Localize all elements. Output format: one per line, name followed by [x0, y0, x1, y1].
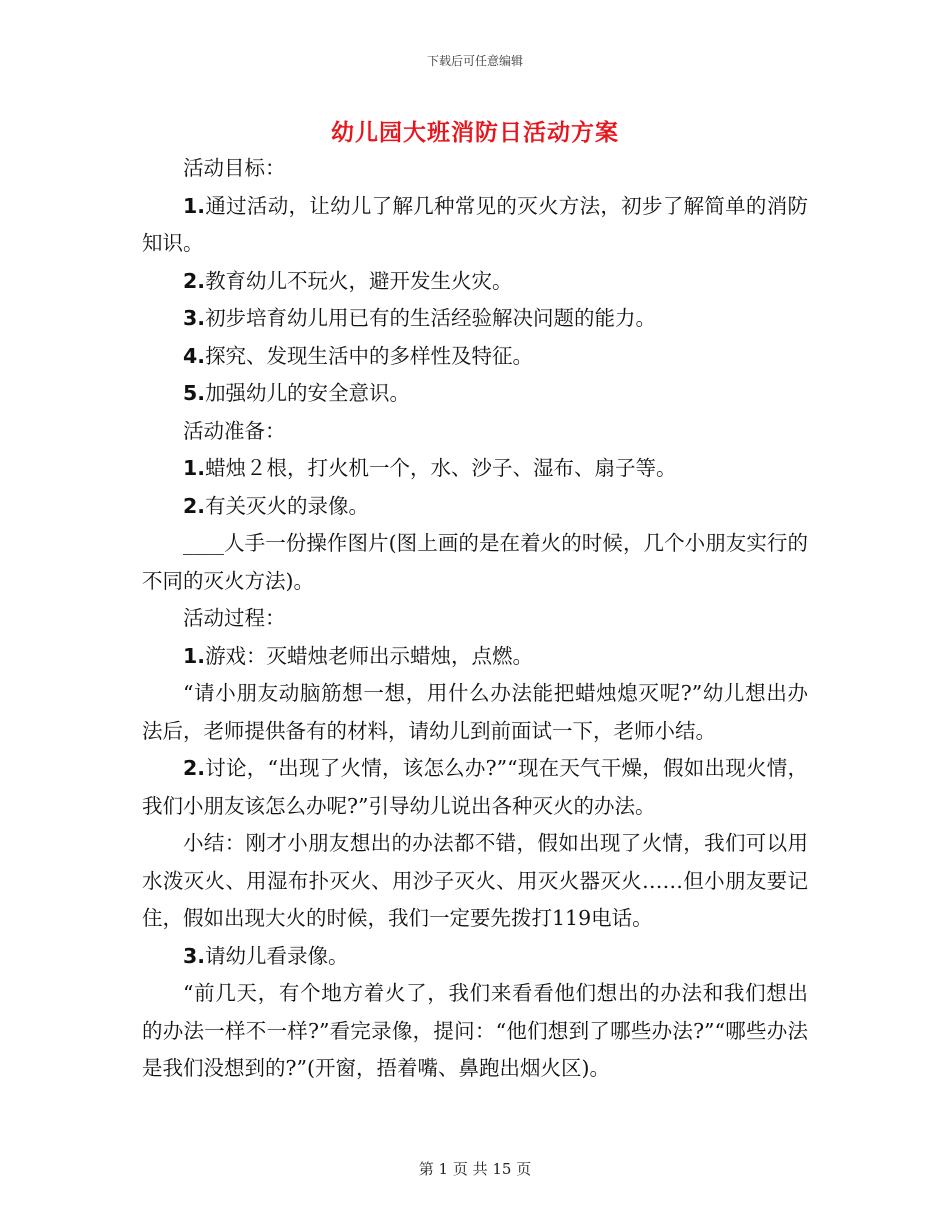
paragraph: ____人手一份操作图片(图上画的是在着火的时候，几个小朋友实行的不同的灭火方法)。 — [142, 531, 808, 593]
document-title: 幼儿园大班消防日活动方案 — [331, 119, 619, 146]
paragraph: “请小朋友动脑筋想一想，用什么办法能把蜡烛熄灭呢?”幼儿想出办法后，老师提供备有的材料，请幼儿到前面试一下，老师小结。 — [142, 681, 808, 743]
paragraph: 2.讨论，“出现了火情，该怎么办?”“现在天气干燥，假如出现火情，我们小朋友该怎么办呢?”引导幼儿说出各种灭火的办法。 — [142, 756, 808, 818]
paragraph: 2.有关灭火的录像。 — [183, 493, 370, 518]
document-body — [142, 150, 808, 1088]
paragraph: 1.通过活动，让幼儿了解几种常见的灭火方法，初步了解简单的消防知识。 — [142, 193, 808, 255]
paragraph: 1.游戏：灭蜡烛老师出示蜡烛，点燃。 — [183, 643, 534, 668]
page-number-footer: 第 1 页 共 15 页 — [418, 1160, 532, 1178]
paragraph: 2.教育幼儿不玩火，避开发生火灾。 — [183, 268, 513, 293]
paragraph: 活动过程： — [183, 606, 286, 630]
paragraph: “前几天，有个地方着火了，我们来看看他们想出的办法和我们想出的办法一样不一样?”看完录像，提问：“他们想到了哪些办法?”“哪些办法是我们没想到的?”(开窗，捂着嘴、鼻跑出烟火区)。 — [142, 981, 808, 1080]
paragraph: 3.请幼儿看录像。 — [183, 943, 349, 968]
paragraph: 活动目标： — [183, 156, 286, 180]
paragraph: 小结：刚才小朋友想出的办法都不错，假如出现了火情，我们可以用水泼灭火、用湿布扑灭火、用沙子灭火、用灭火器灭火……但小朋友要记住，假如出现大火的时候，我们一定要先拨打119电话。 — [142, 831, 808, 930]
page-header-note: 下载后可任意编辑 — [426, 54, 523, 68]
paragraph: 4.探究、发现生活中的多样性及特征。 — [183, 343, 534, 368]
paragraph: 1.蜡烛２根，打火机一个，水、沙子、湿布、扇子等。 — [183, 456, 677, 480]
paragraph: 3.初步培育幼儿用已有的生活经验解决问题的能力。 — [183, 306, 657, 330]
paragraph: 活动准备： — [183, 418, 286, 443]
paragraph: 5.加强幼儿的安全意识。 — [183, 381, 411, 405]
